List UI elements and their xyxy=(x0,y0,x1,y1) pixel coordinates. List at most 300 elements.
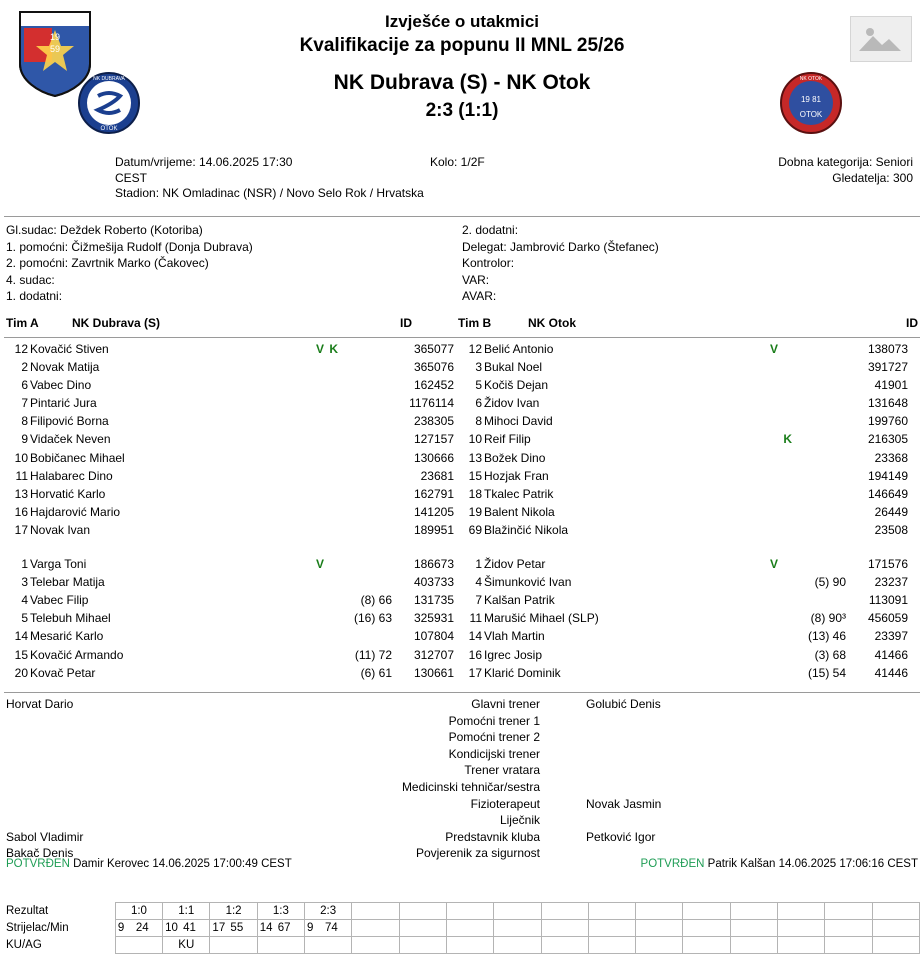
player-name: Reif Filip xyxy=(484,432,531,447)
official-additional-2: 2. dodatni: xyxy=(462,223,519,237)
player-id: 26449 xyxy=(874,504,908,519)
match-datetime: Datum/vrijeme: 14.06.2025 17:30 xyxy=(115,155,293,169)
svg-text:OTOK: OTOK xyxy=(799,110,823,119)
squad-separator xyxy=(456,541,908,557)
scorer-minute: 55 xyxy=(230,922,244,934)
player-name: Kovačić Armando xyxy=(30,647,124,662)
result-row xyxy=(4,903,920,920)
table-row xyxy=(2,487,454,505)
substitution-info: (3) 68 xyxy=(814,647,846,662)
result-cell-empty xyxy=(399,903,446,920)
table-row xyxy=(456,523,908,541)
scorer-number: 9 xyxy=(117,922,125,934)
svg-text:NK DUBRAVA: NK DUBRAVA xyxy=(93,76,125,82)
divider-top xyxy=(4,216,920,217)
stadium: Stadion: NK Omladinac (NSR) / Novo Selo Rok / Hrvatska xyxy=(115,186,424,200)
staff-role: Glavni trener xyxy=(471,697,540,711)
player-id: 138073 xyxy=(867,342,908,356)
result-cell-empty xyxy=(352,903,399,920)
squads xyxy=(0,342,924,690)
scorer-minute: 67 xyxy=(277,922,291,934)
table-row xyxy=(2,342,454,360)
scorer-cell-empty xyxy=(636,920,683,937)
player-id: 189951 xyxy=(413,522,454,537)
substitution-info: (8) 66 xyxy=(360,593,392,608)
teams-block xyxy=(0,316,924,690)
officials-block xyxy=(6,222,924,314)
player-id: 23397 xyxy=(874,629,908,644)
player-card: V xyxy=(315,557,324,572)
player-name: Pintarić Jura xyxy=(30,396,97,411)
staff-role: Kondicijski trener xyxy=(448,746,540,761)
substitution-info: (11) 72 xyxy=(354,647,392,662)
ku-ag-row-label: KU/AG xyxy=(6,939,42,951)
player-name: Telebuh Mihael xyxy=(30,611,111,626)
player-number: 15 xyxy=(14,647,28,662)
match-score: 2:3 (1:1) xyxy=(425,100,499,121)
player-number: 10 xyxy=(468,432,482,447)
official-avar: AVAR: xyxy=(462,289,497,303)
scorer-cell-empty xyxy=(777,920,824,937)
staff-row xyxy=(0,763,924,780)
ku-ag-cell: KU xyxy=(163,937,210,954)
scorer-cell xyxy=(115,920,162,937)
home-squad xyxy=(2,342,454,684)
player-number: 10 xyxy=(14,450,28,465)
player-number: 20 xyxy=(14,665,28,680)
away-team-crest-icon xyxy=(780,72,842,134)
home-team-name: NK Dubrava (S) xyxy=(72,316,161,330)
substitution-info: (5) 90 xyxy=(814,575,846,590)
staff-home: Horvat Dario xyxy=(6,697,74,711)
scorer-cell-empty xyxy=(352,920,399,937)
player-id: 1176114 xyxy=(409,396,454,411)
player-number: 1 xyxy=(475,557,482,572)
staff-role: Trener vratara xyxy=(464,763,540,778)
scorer-cell-empty xyxy=(588,920,635,937)
player-name: Vidaček Neven xyxy=(30,432,111,447)
player-name: Belić Antonio xyxy=(484,342,554,356)
player-number: 3 xyxy=(475,360,482,375)
divider-staff xyxy=(4,692,920,693)
away-confirmation xyxy=(641,858,918,870)
staff-block xyxy=(0,697,924,861)
away-squad xyxy=(456,342,908,684)
ku-ag-cell-empty xyxy=(730,937,777,954)
scorer-number: 10 xyxy=(165,922,178,934)
spectators: Gledatelja: 300 xyxy=(832,171,913,185)
away-team-label: Tim B xyxy=(458,316,492,330)
divider-teams xyxy=(4,337,920,338)
player-number: 13 xyxy=(14,486,28,501)
player-captain: K xyxy=(329,342,338,356)
ku-ag-cell xyxy=(210,937,257,954)
scorer-row xyxy=(4,920,920,937)
teams-header-row xyxy=(0,316,924,335)
player-id: 23368 xyxy=(874,450,908,465)
player-name: Halabarec Dino xyxy=(30,468,113,483)
player-id: 194149 xyxy=(867,468,908,483)
table-row xyxy=(456,342,908,360)
ku-ag-cell-empty xyxy=(494,937,541,954)
player-id: 113091 xyxy=(868,593,908,608)
staff-row xyxy=(0,730,924,747)
image-placeholder-icon xyxy=(850,16,912,62)
svg-text:NK OTOK: NK OTOK xyxy=(799,76,823,82)
table-row xyxy=(2,666,454,684)
result-table xyxy=(4,902,920,954)
staff-role: Liječnik xyxy=(499,813,540,828)
player-number: 2 xyxy=(21,360,28,375)
player-id: 23681 xyxy=(420,468,454,483)
ku-ag-row xyxy=(4,937,920,954)
table-row xyxy=(2,414,454,432)
result-cell-empty xyxy=(872,903,919,920)
table-row xyxy=(2,432,454,450)
scorer-minute: 24 xyxy=(135,922,149,934)
age-category: Dobna kategorija: Seniori xyxy=(778,155,913,169)
home-confirm-text: Damir Kerovec 14.06.2025 17:00:49 CEST xyxy=(73,858,292,870)
result-cell-empty xyxy=(825,903,872,920)
official-var: VAR: xyxy=(462,272,490,287)
player-id: 186673 xyxy=(413,557,454,572)
staff-away: Petković Igor xyxy=(586,829,656,844)
player-id: 162452 xyxy=(413,378,454,393)
player-card: V xyxy=(769,342,778,356)
staff-row xyxy=(0,830,924,847)
player-name: Bobičanec Mihael xyxy=(30,450,125,465)
table-row xyxy=(2,378,454,396)
player-name: Bukal Noel xyxy=(484,360,543,375)
player-id: 131648 xyxy=(867,396,908,411)
player-name: Šimunković Ivan xyxy=(484,575,572,590)
confirmations xyxy=(0,858,924,880)
staff-row xyxy=(0,697,924,714)
away-id-column-header: ID xyxy=(906,316,918,330)
staff-row xyxy=(0,747,924,764)
staff-away: Golubić Denis xyxy=(586,697,661,711)
table-row xyxy=(2,451,454,469)
player-number: 6 xyxy=(21,378,28,393)
player-number: 15 xyxy=(468,468,482,483)
player-id: 365077 xyxy=(413,342,454,356)
match-round: Kolo: 1/2F xyxy=(430,155,485,169)
table-row xyxy=(456,378,908,396)
player-name: Klarić Dominik xyxy=(484,665,561,680)
player-id: 162791 xyxy=(413,486,454,501)
staff-role: Fizioterapeut xyxy=(470,796,540,811)
table-row xyxy=(456,611,908,629)
player-name: Kovačić Stiven xyxy=(30,342,109,356)
player-id: 23237 xyxy=(874,575,908,590)
player-id: 41466 xyxy=(874,647,908,662)
home-confirmation xyxy=(6,858,292,870)
staff-away: Novak Jasmin xyxy=(586,796,662,811)
officials-left xyxy=(6,222,446,305)
table-row xyxy=(456,414,908,432)
staff-row xyxy=(0,780,924,797)
player-id: 171576 xyxy=(867,557,908,572)
svg-text:OTOK: OTOK xyxy=(100,126,118,132)
home-team-crest-icon xyxy=(78,72,140,134)
player-number: 5 xyxy=(21,611,28,626)
player-number: 7 xyxy=(475,593,482,608)
ku-ag-cell xyxy=(257,937,304,954)
table-row xyxy=(2,648,454,666)
scorer-cell-empty xyxy=(399,920,446,937)
scorer-cell-empty xyxy=(683,920,730,937)
player-number: 8 xyxy=(21,414,28,429)
staff-role: Medicinski tehničar/sestra xyxy=(401,779,540,794)
player-name: Marušić Mihael (SLP) xyxy=(484,611,599,626)
scorer-cell xyxy=(210,920,257,937)
scorer-cell-empty xyxy=(541,920,588,937)
player-name: Mihoci David xyxy=(484,414,553,429)
staff-row xyxy=(0,797,924,814)
player-id: 130661 xyxy=(413,665,454,680)
table-row xyxy=(2,360,454,378)
match-timezone: CEST xyxy=(115,171,148,185)
player-name: Kalšan Patrik xyxy=(484,593,555,608)
table-row xyxy=(456,396,908,414)
player-name: Židov Petar xyxy=(484,557,546,572)
player-id: 41901 xyxy=(874,378,908,393)
table-row xyxy=(456,666,908,684)
report-title: Izvješće o utakmici xyxy=(384,12,540,31)
result-cell-empty xyxy=(683,903,730,920)
player-number: 17 xyxy=(468,665,482,680)
table-row xyxy=(456,505,908,523)
report-header xyxy=(0,0,924,148)
table-row xyxy=(456,451,908,469)
result-cell: 1:1 xyxy=(163,903,210,920)
player-number: 3 xyxy=(21,575,28,590)
ku-ag-cell-empty xyxy=(777,937,824,954)
player-name: Horvatić Karlo xyxy=(30,486,106,501)
officials-right xyxy=(462,222,912,305)
player-name: Novak Matija xyxy=(30,360,100,375)
table-row xyxy=(456,487,908,505)
player-number: 19 xyxy=(468,504,482,519)
ku-ag-cell xyxy=(305,937,352,954)
table-row xyxy=(2,396,454,414)
ku-ag-cell-empty xyxy=(541,937,588,954)
home-confirm-status: POTVRĐEN xyxy=(6,858,70,870)
staff-role: Pomoćni trener 1 xyxy=(448,713,540,728)
away-confirm-status: POTVRĐEN xyxy=(640,858,705,870)
scorer-cell-empty xyxy=(446,920,493,937)
player-id: 127157 xyxy=(413,432,454,447)
scorer-cell-empty xyxy=(494,920,541,937)
ku-ag-cell-empty xyxy=(588,937,635,954)
player-card: V xyxy=(315,342,324,356)
player-number: 5 xyxy=(475,378,482,393)
table-row xyxy=(456,469,908,487)
squad-separator xyxy=(2,541,454,557)
player-id: 23508 xyxy=(874,522,908,537)
player-number: 4 xyxy=(475,575,482,590)
player-name: Vabec Filip xyxy=(30,593,89,608)
substitution-info: (16) 63 xyxy=(353,611,392,626)
player-name: Kočiš Dejan xyxy=(484,378,549,393)
official-additional-1: 1. dodatni: xyxy=(6,289,63,303)
svg-text:19 81: 19 81 xyxy=(800,95,822,104)
player-name: Božek Dino xyxy=(484,450,546,465)
player-number: 1 xyxy=(21,557,28,572)
ku-ag-cell-empty xyxy=(352,937,399,954)
player-id: 216305 xyxy=(867,432,908,447)
player-name: Filipović Borna xyxy=(30,414,109,429)
substitution-info: (15) 54 xyxy=(807,665,846,680)
player-id: 238305 xyxy=(413,414,454,429)
scorer-minute: 41 xyxy=(183,922,196,934)
player-number: 14 xyxy=(468,629,482,644)
player-name: Varga Toni xyxy=(30,557,87,572)
staff-row xyxy=(0,813,924,830)
ku-ag-cell-empty xyxy=(872,937,919,954)
player-number: 16 xyxy=(468,647,482,662)
official-delegate: Delegat: Jambrović Darko (Štefanec) xyxy=(462,239,659,254)
scorer-cell xyxy=(163,920,210,937)
official-controller: Kontrolor: xyxy=(462,256,515,270)
ku-ag-cell-empty xyxy=(825,937,872,954)
table-row xyxy=(456,575,908,593)
scorer-row-label: Strijelac/Min xyxy=(6,922,69,934)
player-id: 131735 xyxy=(413,593,454,608)
result-cell: 1:0 xyxy=(115,903,162,920)
player-name: Vlah Martin xyxy=(484,629,545,644)
table-row xyxy=(456,557,908,575)
ku-ag-cell-empty xyxy=(399,937,446,954)
substitution-info: (6) 61 xyxy=(360,665,392,680)
ku-ag-cell-empty xyxy=(636,937,683,954)
player-id: 107804 xyxy=(413,629,454,644)
official-assistant-1: 1. pomoćni: Čižmešija Rudolf (Donja Dubrava) xyxy=(6,239,253,254)
player-id: 365076 xyxy=(413,360,454,375)
player-number: 13 xyxy=(468,450,482,465)
official-referee: Gl.sudac: Deždek Roberto (Kotoriba) xyxy=(6,223,203,237)
player-id: 391727 xyxy=(867,360,908,375)
scorer-number: 14 xyxy=(259,922,273,934)
player-id: 199760 xyxy=(867,414,908,429)
table-row xyxy=(456,648,908,666)
result-cell-empty xyxy=(730,903,777,920)
player-name: Blažinčić Nikola xyxy=(484,522,569,537)
table-row xyxy=(2,505,454,523)
staff-role: Povjerenik za sigurnost xyxy=(415,846,540,861)
staff-row xyxy=(0,714,924,731)
substitution-info: (8) 90³ xyxy=(810,611,846,626)
player-number: 17 xyxy=(14,522,28,537)
result-cell-empty xyxy=(777,903,824,920)
staff-home: Bakač Denis xyxy=(6,846,74,861)
player-id: 403733 xyxy=(413,575,454,590)
ku-ag-cell-empty xyxy=(446,937,493,954)
player-id: 456059 xyxy=(867,611,908,626)
competition-title: Kvalifikacije za popunu II MNL 25/26 xyxy=(299,35,625,56)
match-teams: NK Dubrava (S) - NK Otok xyxy=(333,71,591,94)
player-captain: K xyxy=(783,432,792,447)
scorer-number: 9 xyxy=(307,922,314,934)
player-name: Kovač Petar xyxy=(30,665,96,680)
player-name: Igrec Josip xyxy=(484,647,543,662)
scorer-cell-empty xyxy=(825,920,872,937)
player-number: 18 xyxy=(468,486,482,501)
svg-text:19: 19 xyxy=(49,32,61,42)
player-name: Tkalec Patrik xyxy=(484,486,554,501)
result-cell-empty xyxy=(541,903,588,920)
player-number: 11 xyxy=(15,468,28,483)
ku-ag-cell-empty xyxy=(683,937,730,954)
home-id-column-header: ID xyxy=(400,316,412,330)
ku-ag-cell xyxy=(115,937,162,954)
table-row xyxy=(2,593,454,611)
player-number: 9 xyxy=(21,432,28,447)
scorer-number: 17 xyxy=(212,922,226,934)
player-number: 6 xyxy=(475,396,482,411)
player-name: Novak Ivan xyxy=(30,522,91,537)
staff-role: Pomoćni trener 2 xyxy=(448,730,540,745)
scorer-cell xyxy=(257,920,304,937)
staff-role: Predstavnik kluba xyxy=(445,829,540,844)
official-fourth: 4. sudac: xyxy=(6,272,55,287)
player-number: 14 xyxy=(14,629,28,644)
table-row xyxy=(2,611,454,629)
player-card: V xyxy=(769,557,778,572)
player-id: 41446 xyxy=(874,665,908,680)
result-cell-empty xyxy=(588,903,635,920)
table-row xyxy=(2,469,454,487)
match-meta xyxy=(0,154,924,210)
player-name: Hajdarović Mario xyxy=(30,504,121,519)
player-id: 325931 xyxy=(413,611,454,626)
player-number: 16 xyxy=(14,504,28,519)
away-team-name: NK Otok xyxy=(528,316,576,330)
table-row xyxy=(2,523,454,541)
result-cell: 2:3 xyxy=(305,903,352,920)
player-number: 69 xyxy=(468,522,482,537)
table-row xyxy=(2,557,454,575)
away-confirm-text: Patrik Kalšan 14.06.2025 17:06:16 CEST xyxy=(707,858,918,870)
player-id: 312707 xyxy=(413,647,454,662)
result-cell: 1:2 xyxy=(210,903,257,920)
player-name: Telebar Matija xyxy=(30,575,105,590)
substitution-info: (13) 46 xyxy=(807,629,846,644)
table-row xyxy=(2,575,454,593)
scorer-cell-empty xyxy=(730,920,777,937)
result-row-label: Rezultat xyxy=(6,905,49,917)
result-cell-empty xyxy=(494,903,541,920)
svg-text:59: 59 xyxy=(49,44,61,54)
table-row xyxy=(456,432,908,450)
player-number: 8 xyxy=(475,414,482,429)
player-id: 130666 xyxy=(413,450,454,465)
table-row xyxy=(2,629,454,647)
scorer-cell xyxy=(305,920,352,937)
result-cell-empty xyxy=(446,903,493,920)
result-cell-empty xyxy=(636,903,683,920)
player-name: Balent Nikola xyxy=(484,504,555,519)
home-team-label: Tim A xyxy=(6,316,39,330)
table-row xyxy=(456,629,908,647)
player-number: 4 xyxy=(21,593,28,608)
player-number: 7 xyxy=(21,396,28,411)
player-name: Židov Ivan xyxy=(484,396,540,411)
player-name: Hozjak Fran xyxy=(484,468,549,483)
player-name: Mesarić Karlo xyxy=(30,629,104,644)
scorer-cell-empty xyxy=(872,920,919,937)
table-row xyxy=(456,593,908,611)
